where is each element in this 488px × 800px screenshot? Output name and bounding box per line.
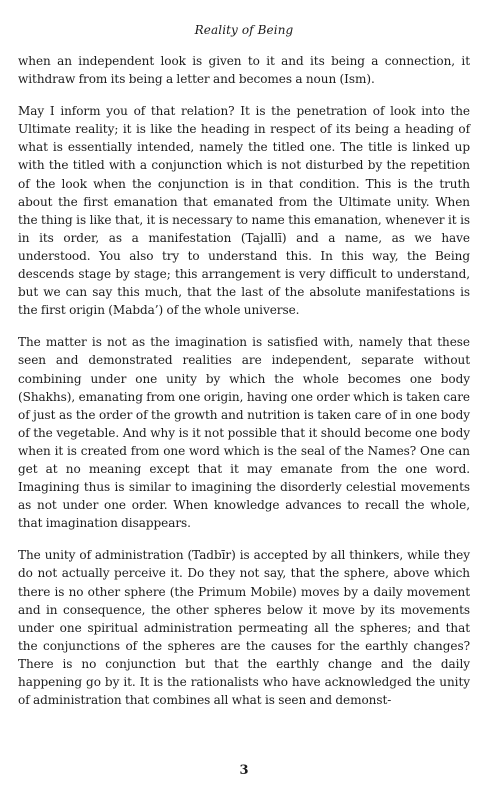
paragraph-3: The matter is not as the imagination is satisfied with, namely that these seen and demonstrated realities are independent, separate without combining under one unity by which the whole becomes one body (Shakhs), emanating from one origin, having one order which is taken care of just as the order of the growth and nutrition is taken care of in one body of the vegetable. And why is it not possible that it should become one body when it is created from one word which is the seal of the Names? One can get at no meaning except that it may emanate from the one word. Imagining thus is similar to imagining the disorderly celestial movements as not under one order. When knowledge advances to recall the whole, that imagination disappears. [18,335,470,531]
paragraph-4: The unity of administration (Tadbīr) is accepted by all thinkers, while they do not actually perceive it. Do they not say, that the sphere, above which there is no other sphere (the Primum Mobile) moves by a daily movement and in consequence, the other spheres below it move by its movements under one spiritual administration permeating all the spheres; and that the conjunctions of the spheres are the causes for the earthly changes? There is no conjunction but that the earthly change and the daily happening go by it. It is the rationalists who have acknowledged the unity of administration that combines all what is seen and demonst- [18,548,470,708]
running-head: Reality of Being [194,23,294,37]
paragraph-2: May I inform you of that relation? It is the penetration of look into the Ultimate reality; it is like the heading in respect of its being a heading of what is essentially intended, namely the titled one. The title is linked up with the titled with a conjunction which is not disturbed by the repetition of the look when the conjunction is in that condition. This is the truth about the first emanation that emanated from the Ultimate unity. When the thing is like that, it is necessary to name this emanation, whenever it is in its order, as a manifestation (Tajallī) and a name, as we have understood. You also try to understand this. In this way, the Being descends stage by stage; this arrangement is very difficult to understand, but we can say this much, that the last of the absolute manifestations is the first origin (Mabda’) of the whole universe. [18,104,470,318]
paragraph-gap [18,319,470,333]
page-number: 3 [239,763,249,778]
paragraph-gap [18,88,470,102]
paragraph-1: when an independent look is given to it and its being a connection, it withdraw from its being a letter and becomes a noun (Ism). [18,54,470,87]
paragraph-gap [18,532,470,546]
